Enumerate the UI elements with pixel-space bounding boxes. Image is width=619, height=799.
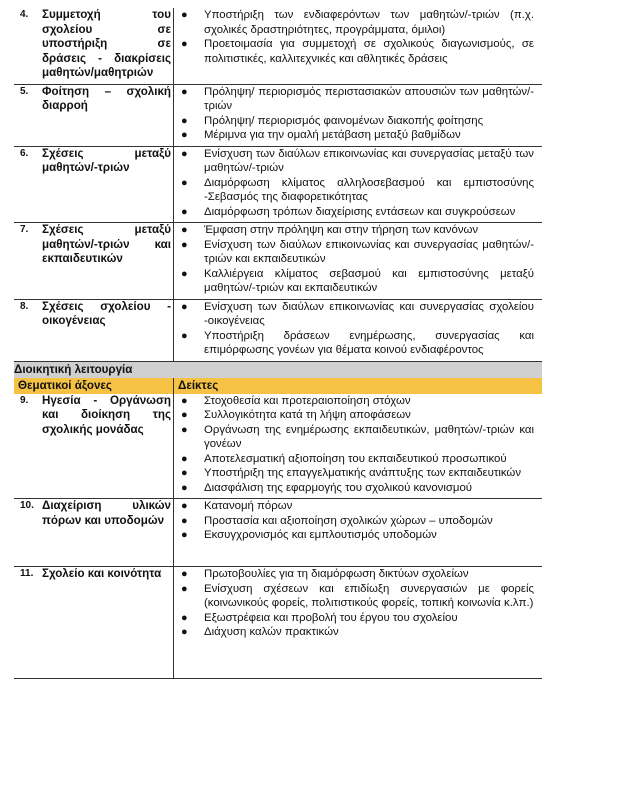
indicator-item [174,481,534,496]
bullet-icon: ● [181,85,188,98]
axis-number: 7. [20,224,29,235]
bullet-icon: ● [181,267,188,280]
axis-title: Φοίτηση – σχολική διαρροή [42,84,171,112]
axis-heading [14,85,173,114]
indicator-item [174,423,534,452]
bullet-icon: ● [181,611,188,624]
axis-number: 4. [20,9,29,20]
axis-title: Σχέσεις σχολείου - οικογένειας [42,299,171,327]
indicator-text: Ενίσχυση των διαύλων επικοινωνίας και συνεργασίας σχολείου -οικογένειας [204,300,534,327]
bullet-icon: ● [181,300,188,313]
indicator-text: Διαμόρφωση κλίματος αλληλοσεβασμού και εμπιστοσύνης -Σεβασμός της διαφορετικότητας [204,176,534,203]
indicator-item [174,37,534,66]
axis-row [14,567,542,679]
indicator-text: Ενίσχυση σχέσεων και επιδίωξη συνεργασιών με φορείς (κοινωνικούς φορείς, πολιτιστικούς φορείς, τοπική κοινωνία κ.λπ.) [204,582,534,609]
bullet-icon: ● [181,224,188,236]
indicator-text: Διαμόρφωση τρόπων διαχείρισης εντάσεων και συγκρούσεων [204,205,516,218]
axis-cell [14,299,174,361]
column-header-row [14,378,542,394]
indicator-item [174,582,534,611]
axis-number: 11. [20,568,34,579]
indicator-item [174,329,534,358]
indicator-list [174,147,542,220]
indicator-text: Καλλιέργεια κλίματος σεβασμού και εμπιστοσύνης μεταξύ μαθητών/-τριών και εκπαιδευτικών [204,267,534,294]
indicator-item [174,611,534,626]
indicator-list [174,85,542,143]
bullet-icon: ● [181,9,188,21]
indicator-item [174,452,534,467]
indicator-item [174,408,534,423]
bullet-icon: ● [181,500,188,512]
axis-cell [14,499,174,567]
indicator-list [174,300,542,358]
indicator-list [174,394,542,496]
indicators-cell [174,394,543,499]
indicator-text: Μέριμνα για την ομαλή μετάβαση μεταξύ βαθμίδων [204,129,461,141]
indicator-text: Υποστήριξη της επαγγελματικής ανάπτυξης των εκπαιδευτικών [204,467,522,479]
administration-section [14,394,542,679]
indicators-table [14,8,542,679]
indicator-text: Έμφαση στην πρόληψη και στην τήρηση των κανόνων [204,224,479,236]
indicator-item [174,238,534,267]
indicators-cell [174,299,543,361]
indicator-text: Κατανομή πόρων [204,500,293,512]
bullet-icon: ● [181,129,188,141]
indicators-cell [174,146,543,223]
indicators-cell [174,223,543,300]
bullet-icon: ● [181,481,188,494]
axis-heading [14,8,173,81]
bullet-icon: ● [181,568,188,580]
school-climate-section [14,8,542,361]
axis-cell [14,84,174,146]
bullet-icon: ● [181,529,188,541]
indicator-text: Οργάνωση της ενημέρωσης εκπαιδευτικών, μαθητών/-τριών και γονέων [204,423,534,450]
indicator-item [174,625,534,640]
bullet-icon: ● [181,238,188,251]
axis-title: Σχολείο και κοινότητα [42,567,162,580]
indicator-list [174,567,542,640]
indicator-item [174,176,534,205]
indicator-text: Προετοιμασία για συμμετοχή σε σχολικούς διαγωνισμούς, σε πολιτιστικές, καλλιτεχνικές και αθλητικές δράσεις [204,38,534,65]
bullet-icon: ● [181,452,188,465]
indicators-cell [174,567,543,679]
indicator-text: Προστασία και αξιοποίηση σχολικών χώρων – υποδομών [204,514,493,527]
axis-heading [14,223,173,267]
indicator-item [174,114,534,129]
indicators-cell [174,499,543,567]
indicator-item [174,223,534,238]
indicator-list [174,223,542,296]
indicator-text: Ενίσχυση των διαύλων επικοινωνίας και συνεργασίας μεταξύ των μαθητών/-τριών [204,147,534,174]
bullet-icon: ● [181,626,188,638]
administration-header [14,361,542,394]
indicator-text: Ενίσχυση των διαύλων επικοινωνίας και συνεργασίας μαθητών/-τριών και εκπαιδευτικών [204,238,534,265]
indicator-text: Διάχυση καλών πρακτικών [204,626,339,638]
header-indicators: Δείκτες [174,378,543,394]
bullet-icon: ● [181,423,188,436]
indicator-item [174,300,534,329]
indicator-item [174,147,534,176]
axis-number: 5. [20,85,29,97]
indicator-text: Υποστήριξη δράσεων ενημέρωσης, συνεργασίας και επιμόρφωσης γονέων για θέματα κοινού ενδιαφέροντος [204,329,534,356]
axis-heading [14,567,173,582]
indicator-text: Διασφάλιση της εφαρμογής του σχολικού κανονισμού [204,481,473,494]
indicator-item [174,514,534,529]
bullet-icon: ● [181,147,188,160]
indicators-cell [174,8,543,84]
indicator-item [174,528,534,543]
bullet-icon: ● [181,514,188,527]
axis-number: 9. [20,394,29,406]
indicator-list [174,499,542,543]
indicator-item [174,394,534,409]
indicator-text: Εκσυγχρονισμός και εμπλουτισμός υποδομών [204,529,437,541]
header-axes: Θεματικοί άξονες [14,378,174,394]
bullet-icon: ● [181,394,188,407]
indicator-text: Πρόληψη/ περιορισμός περιστασιακών απουσιών των μαθητών/-τριών [204,85,534,112]
bullet-icon: ● [181,38,188,50]
axis-title: Σχέσεις μεταξύ μαθητών/-τριών [42,146,171,174]
indicator-item [174,267,534,296]
axis-row [14,499,542,567]
axis-row [14,8,542,84]
indicator-item [174,85,534,114]
axis-title: Διαχείριση υλικών πόρων και υποδομών [42,499,171,527]
axis-row [14,394,542,499]
axis-heading [14,300,173,329]
bullet-icon: ● [181,205,188,218]
bullet-icon: ● [181,409,188,421]
indicator-item [174,567,534,582]
indicator-text: Αποτελεσματική αξιοποίηση του εκπαιδευτικού προσωπικού [204,452,507,465]
indicator-item [174,466,534,481]
indicator-item [174,8,534,37]
axis-number: 8. [20,300,29,312]
bullet-icon: ● [181,329,188,342]
axis-cell [14,394,174,499]
indicator-item [174,128,534,143]
category-band-row [14,361,542,378]
axis-title: Ηγεσία - Οργάνωση και διοίκηση της σχολικής μονάδας [42,393,171,436]
indicator-text: Εξωστρέφεια και προβολή του έργου του σχολείου [204,611,458,624]
axis-row [14,299,542,361]
axis-cell [14,567,174,679]
bullet-icon: ● [181,114,188,127]
axis-heading [14,394,173,438]
bullet-icon: ● [181,582,188,595]
indicator-text: Πρόληψη/ περιορισμός φαινομένων διακοπής φοίτησης [204,114,484,127]
indicators-document [14,8,542,679]
indicators-cell [174,84,543,146]
indicator-text: Πρωτοβουλίες για τη διαμόρφωση δικτύων σχολείων [204,568,469,580]
axis-row [14,84,542,146]
indicator-item [174,499,534,514]
axis-title: Σχέσεις μεταξύ μαθητών/-τριών και εκπαιδευτικών [42,223,171,265]
axis-cell [14,146,174,223]
bullet-icon: ● [181,176,188,189]
indicator-text: Υποστήριξη των ενδιαφερόντων των μαθητών/-τριών (π.χ. σχολικές δραστηριότητες, προγράμματα, όμιλοι) [204,9,534,36]
axis-number: 10. [20,500,34,511]
axis-cell [14,8,174,84]
axis-heading [14,499,173,528]
indicator-text: Στοχοθεσία και προτεραιοποίηση στόχων [204,394,411,407]
bullet-icon: ● [181,467,188,479]
axis-cell [14,223,174,300]
axis-heading [14,147,173,176]
axis-title: Συμμετοχή του σχολείου σε υποστήριξη σε δράσεις - διακρίσεις μαθητών/μαθητριών [42,8,171,79]
category-band: Διοικητική λειτουργία [14,361,542,378]
axis-row [14,223,542,300]
axis-number: 6. [20,147,29,159]
axis-row [14,146,542,223]
indicator-list [174,8,542,66]
indicator-item [174,205,534,220]
indicator-text: Συλλογικότητα κατά τη λήψη αποφάσεων [204,409,411,421]
